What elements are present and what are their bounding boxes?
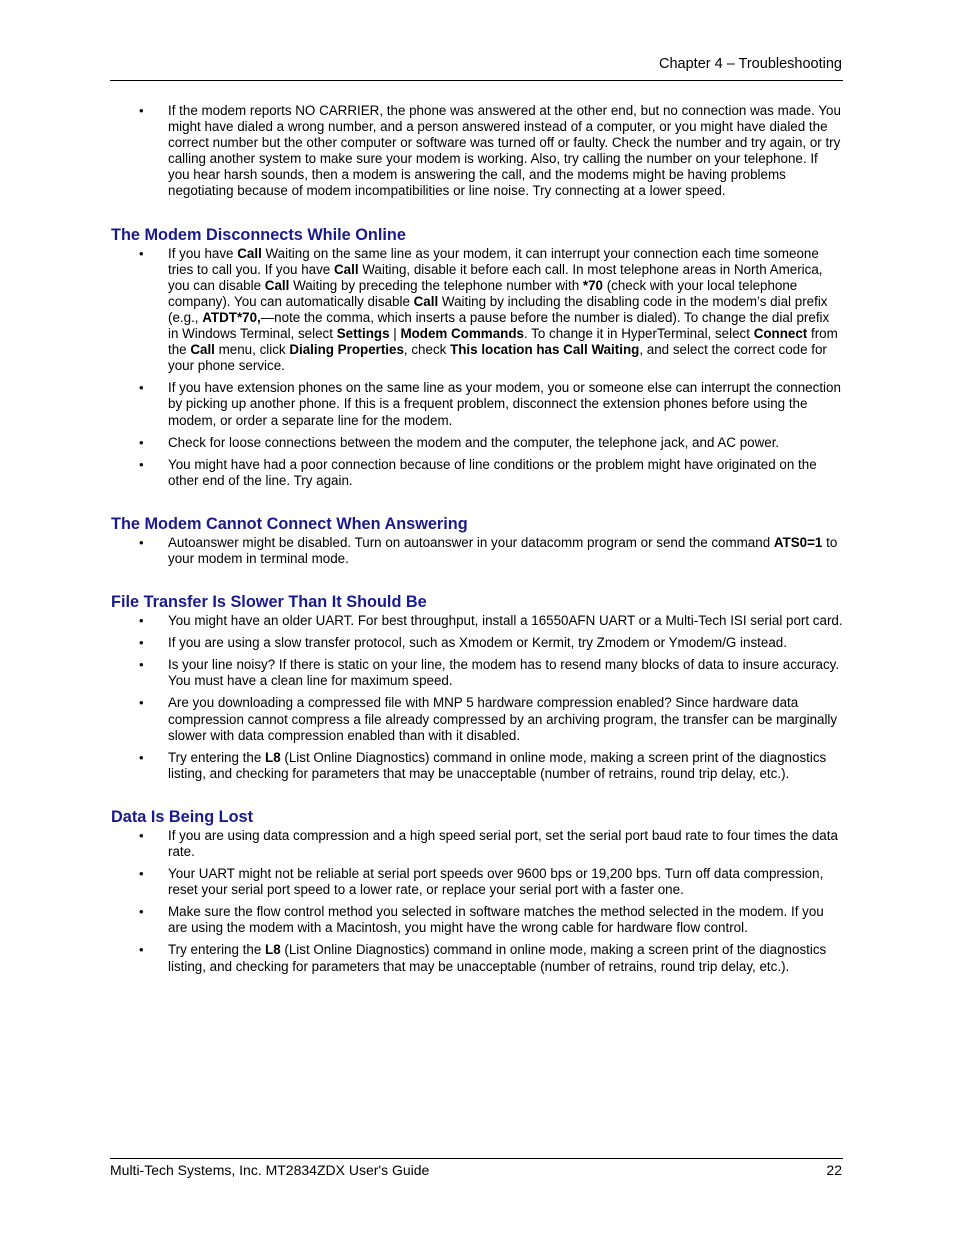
- page-footer: [110, 1158, 843, 1178]
- list-item: • If the modem reports NO CARRIER, the phone was answered at the other end, but no connection was made. You might have dialed a wrong number, and a person answered instead of a computer, or you might have dialed the correct number but the other computer or software was turned off or faulty. Check the number and try again, or try calling another system to make sure your modem is working. Also, try calling the number on your telephone. If you hear harsh sounds, then a modem is answering the call, and the modems might be having problems negotiating because of modem incompatibilities or line noise. Try connecting at a lower speed.: [111, 103, 843, 200]
- section-heading: File Transfer Is Slower Than It Should Be: [111, 593, 427, 612]
- list-item: • Try entering the L8 (List Online Diagnostics) command in online mode, making a screen print of the diagnostics listing, and checking for parameters that may be unacceptable (number of retrains, round trip delay, etc.).: [111, 942, 843, 974]
- intro-list: [111, 103, 843, 200]
- list-item: • Is your line noisy? If there is static on your line, the modem has to resend many blocks of data to insure accuracy. You must have a clean line for maximum speed.: [111, 657, 843, 689]
- list-item: • Are you downloading a compressed file with MNP 5 hardware compression enabled? Since hardware data compression cannot compress a file already compressed by an archiving program, the transfer can be marginally slower with data compression enabled than with it disabled.: [111, 695, 843, 743]
- list-item: • If you are using data compression and a high speed serial port, set the serial port baud rate to four times the data rate.: [111, 828, 843, 860]
- section-disconnects: [111, 226, 843, 489]
- list-item: • Check for loose connections between the modem and the computer, the telephone jack, and AC power.: [111, 435, 843, 451]
- section-heading: Data Is Being Lost: [111, 807, 254, 826]
- list-item: • Try entering the L8 (List Online Diagnostics) command in online mode, making a screen print of the diagnostics listing, and checking for parameters that may be unacceptable (number of retrains, round trip delay, etc.).: [111, 750, 843, 782]
- list-item: • Your UART might not be reliable at serial port speeds over 9600 bps or 19,200 bps. Turn off data compression, reset your serial port speed to a lower rate, or replace your serial port with a faster one.: [111, 866, 843, 898]
- list-item: • You might have an older UART. For best throughput, install a 16550AFN UART or a Multi-Tech ISI serial port card.: [111, 613, 843, 629]
- page-header: [110, 56, 843, 81]
- chapter-title: Chapter 4 – Troubleshooting: [659, 56, 842, 72]
- list-item: • If you have extension phones on the same line as your modem, you or someone else can interrupt the connection by picking up another phone. If this is a frequent problem, disconnect the extension phones before using the modem, or order a separate line for the modem.: [111, 380, 843, 428]
- footer-title: Multi-Tech Systems, Inc. MT2834ZDX User's Guide: [110, 1162, 430, 1178]
- section-file-transfer: [111, 593, 843, 782]
- page-content: [111, 103, 843, 981]
- section-heading: The Modem Cannot Connect When Answering: [111, 514, 468, 533]
- list-item: • You might have had a poor connection because of line conditions or the problem might have originated on the other end of the line. Try again.: [111, 457, 843, 489]
- list-item: • If you are using a slow transfer protocol, such as Xmodem or Kermit, try Zmodem or Ymodem/G instead.: [111, 635, 843, 651]
- section-cannot-connect: [111, 515, 843, 567]
- page-number: 22: [826, 1162, 842, 1178]
- list-item: • Autoanswer might be disabled. Turn on autoanswer in your datacomm program or send the command ATS0=1 to your modem in terminal mode.: [111, 535, 843, 567]
- section-heading: The Modem Disconnects While Online: [111, 225, 406, 244]
- list-item: • If you have Call Waiting on the same line as your modem, it can interrupt your connection each time someone tries to call you. If you have Call Waiting, disable it before each call. In most telephone areas in North America, you can disable Call Waiting by preceding the telephone number with *70 (check with your local telephone company). You can automatically disable Call Waiting by including the disabling code in the modem’s dial prefix (e.g., ATDT*70,—note the comma, which inserts a pause before the number is dialed). To change the dial prefix in Windows Terminal, select Settings | Modem Commands. To change it in HyperTerminal, select Connect from the Call menu, click Dialing Properties, check This location has Call Waiting, and select the correct code for your phone service.: [111, 246, 843, 375]
- list-item: • Make sure the flow control method you selected in software matches the method selected in the modem. If you are using the modem with a Macintosh, you might have the wrong cable for hardware flow control.: [111, 904, 843, 936]
- section-data-lost: [111, 808, 843, 975]
